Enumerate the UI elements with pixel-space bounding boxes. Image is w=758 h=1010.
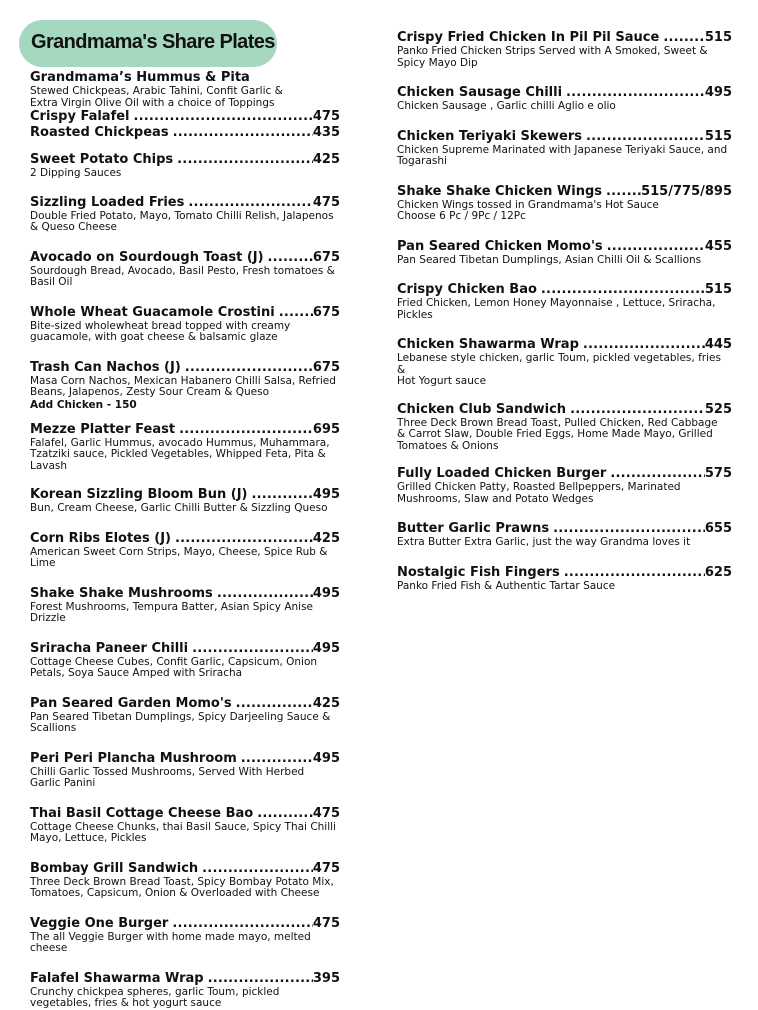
menu-item-description bbox=[30, 168, 340, 180]
menu-item-name: Sweet Potato Chips bbox=[30, 152, 174, 167]
description-line: Extra Virgin Olive Oil with a choice of Toppings bbox=[30, 96, 275, 109]
menu-item-heading bbox=[397, 282, 732, 298]
right-menu-column bbox=[397, 30, 732, 592]
menu-item-description bbox=[30, 266, 340, 289]
menu-item-heading bbox=[30, 751, 340, 767]
menu-item-price: 695 bbox=[312, 421, 340, 437]
menu-item-price: 455 bbox=[704, 238, 732, 254]
menu-item bbox=[397, 402, 732, 453]
menu-item-price: 475 bbox=[312, 194, 340, 210]
dot-leader bbox=[173, 125, 313, 141]
menu-item-price: 515 bbox=[704, 282, 732, 297]
menu-item-description bbox=[397, 418, 732, 453]
menu-item-name: Bombay Grill Sandwich bbox=[30, 860, 199, 876]
description-line: cheese bbox=[30, 942, 68, 954]
description-line: Basil Oil bbox=[30, 276, 73, 288]
menu-item-description bbox=[397, 353, 732, 388]
menu-item-name: Butter Garlic Prawns bbox=[397, 521, 550, 536]
menu-item-heading bbox=[30, 152, 340, 168]
dot-leader bbox=[541, 282, 705, 298]
menu-item-description bbox=[30, 503, 340, 515]
description-line: Pan Seared Tibetan Dumplings, Spicy Darjeeling Sauce & bbox=[30, 710, 331, 723]
menu-item-price: 515 bbox=[704, 128, 732, 144]
menu-item-price: 475 bbox=[312, 805, 340, 821]
menu-item-description bbox=[397, 101, 732, 113]
left-menu-column bbox=[30, 70, 340, 1010]
menu-item-name: Pan Seared Chicken Momo's bbox=[397, 238, 603, 254]
menu-item-name: Shake Shake Mushrooms bbox=[30, 585, 213, 601]
dot-leader bbox=[217, 586, 313, 602]
description-line: Masa Corn Nachos, Mexican Habanero Chilli Salsa, Refried bbox=[30, 374, 336, 387]
menu-item-price: 425 bbox=[312, 695, 340, 711]
dot-leader bbox=[251, 487, 312, 503]
menu-item bbox=[30, 916, 340, 955]
menu-item-heading bbox=[30, 641, 340, 657]
description-line: Chilli Garlic Tossed Mushrooms, Served With Herbed bbox=[30, 765, 305, 778]
description-line: Tzatziki sauce, Pickled Vegetables, Whipped Feta, Pita & bbox=[30, 448, 326, 460]
description-line: Panko Fried Fish & Authentic Tartar Sauce bbox=[397, 579, 616, 592]
menu-item-heading bbox=[397, 565, 732, 581]
menu-item-description bbox=[30, 987, 340, 1010]
menu-item-description bbox=[30, 211, 340, 234]
menu-item bbox=[30, 751, 340, 790]
menu-item bbox=[30, 971, 340, 1010]
description-line: Chicken Supreme Marinated with Japanese Teriyaki Sauce, and bbox=[397, 143, 728, 156]
menu-item bbox=[397, 521, 732, 549]
description-line: Bun, Cream Cheese, Garlic Chilli Butter & Sizzling Queso bbox=[30, 502, 328, 514]
description-line: Three Deck Brown Bread Toast, Pulled Chicken, Red Cabbage bbox=[397, 416, 718, 429]
menu-item-name: Chicken Teriyaki Skewers bbox=[397, 128, 583, 144]
description-line: Crunchy chickpea spheres, garlic Toum, pickled bbox=[30, 985, 280, 998]
section-title: Grandmama's Share Plates bbox=[31, 31, 275, 53]
menu-item bbox=[30, 806, 340, 845]
menu-item-description bbox=[397, 482, 732, 505]
menu-item-description bbox=[30, 657, 340, 680]
menu-item-description bbox=[397, 537, 732, 549]
dot-leader bbox=[202, 861, 313, 877]
description-line: Chicken Sausage , Garlic chilli Aglio e olio bbox=[397, 100, 616, 112]
menu-item-price: 515 bbox=[704, 30, 732, 45]
menu-item-heading bbox=[30, 109, 340, 125]
description-line: Chicken Wings tossed in Grandmama's Hot Sauce bbox=[397, 198, 659, 211]
menu-item-heading bbox=[30, 487, 340, 503]
menu-item bbox=[397, 239, 732, 267]
menu-item bbox=[30, 422, 340, 473]
menu-item bbox=[30, 696, 340, 735]
menu-item bbox=[30, 125, 340, 141]
menu-item-description bbox=[30, 438, 340, 473]
description-line: Tomatoes, Capsicum, Onion & Overloaded with Cheese bbox=[30, 887, 320, 899]
menu-item-name: Pan Seared Garden Momo's bbox=[30, 695, 232, 711]
menu-item-heading bbox=[30, 125, 340, 141]
menu-item-heading bbox=[397, 30, 732, 46]
menu-item bbox=[30, 487, 340, 515]
menu-item-price: 435 bbox=[312, 125, 340, 140]
menu-item-name: Sriracha Paneer Chilli bbox=[30, 640, 189, 656]
description-line: Mayo, Lettuce, Pickles bbox=[30, 832, 147, 844]
description-line: Lime bbox=[30, 557, 56, 569]
dot-leader bbox=[236, 696, 313, 712]
menu-item bbox=[30, 305, 340, 344]
menu-item-heading bbox=[397, 239, 732, 255]
menu-item-name: Chicken Shawarma Wrap bbox=[397, 337, 579, 352]
dot-leader bbox=[583, 337, 705, 353]
menu-item-description bbox=[30, 321, 340, 344]
menu-item-name: Crispy Falafel bbox=[30, 109, 130, 124]
menu-item bbox=[30, 641, 340, 680]
menu-item-heading bbox=[30, 422, 340, 438]
menu-item-name: Corn Ribs Elotes (J) bbox=[30, 530, 171, 546]
menu-item-heading bbox=[397, 402, 732, 418]
menu-item-price: 495 bbox=[312, 750, 340, 766]
menu-item-name: Shake Shake Chicken Wings bbox=[397, 183, 603, 199]
menu-item-name: Chicken Sausage Chilli bbox=[397, 85, 563, 100]
dot-leader bbox=[564, 565, 705, 581]
description-line: Hot Yogurt sauce bbox=[397, 375, 487, 387]
menu-item-heading bbox=[30, 861, 340, 877]
menu-item-price: 445 bbox=[704, 337, 732, 352]
menu-item-name: Korean Sizzling Bloom Bun (J) bbox=[30, 487, 248, 502]
dot-leader bbox=[606, 184, 641, 200]
description-line: Bite-sized wholewheat bread topped with creamy bbox=[30, 319, 291, 332]
menu-item-price: 475 bbox=[312, 109, 340, 124]
menu-item-description bbox=[397, 200, 732, 223]
menu-item-heading bbox=[30, 305, 340, 321]
menu-item bbox=[30, 861, 340, 900]
menu-item-description bbox=[30, 712, 340, 735]
menu-item-price: 625 bbox=[704, 564, 732, 580]
description-line: Falafel, Garlic Hummus, avocado Hummus, Muhammara, bbox=[30, 436, 330, 449]
description-line: vegetables, fries & hot yogurt sauce bbox=[30, 997, 222, 1009]
menu-item-name: Crispy Fried Chicken In Pil Pil Sauce bbox=[397, 30, 660, 45]
menu-item-name: Nostalgic Fish Fingers bbox=[397, 564, 560, 580]
menu-item-name: Roasted Chickpeas bbox=[30, 125, 169, 140]
menu-item-price: 515/775/895 bbox=[641, 183, 732, 199]
menu-item-heading bbox=[30, 195, 340, 211]
dot-leader bbox=[663, 30, 705, 46]
menu-item bbox=[397, 184, 732, 223]
menu-item bbox=[30, 195, 340, 234]
dot-leader bbox=[570, 402, 705, 418]
description-line: Fried Chicken, Lemon Honey Mayonnaise , Lettuce, Sriracha, bbox=[397, 297, 716, 309]
menu-item bbox=[30, 531, 340, 570]
menu-item-heading bbox=[397, 466, 732, 482]
description-line: Stewed Chickpeas, Arabic Tahini, Confit Garlic & bbox=[30, 85, 283, 97]
description-line: Choose 6 Pc / 9Pc / 12Pc bbox=[397, 210, 526, 222]
menu-item-heading bbox=[397, 521, 732, 537]
menu-item-heading bbox=[30, 250, 340, 266]
menu-item-heading bbox=[30, 586, 340, 602]
description-line: Extra Butter Extra Garlic, just the way Grandma loves it bbox=[397, 536, 691, 548]
menu-item-description bbox=[30, 767, 340, 790]
dot-leader bbox=[607, 239, 705, 255]
menu-item-heading bbox=[397, 184, 732, 200]
description-line: guacamole, with goat cheese & balsamic glaze bbox=[30, 331, 278, 343]
menu-item-price: 495 bbox=[312, 640, 340, 656]
menu-item-name: Mezze Platter Feast bbox=[30, 421, 176, 437]
dot-leader bbox=[241, 751, 313, 767]
menu-item-description bbox=[30, 602, 340, 625]
dot-leader bbox=[179, 422, 313, 438]
dot-leader bbox=[134, 109, 313, 125]
description-line: & Queso Cheese bbox=[30, 221, 117, 233]
menu-item-price: 475 bbox=[312, 860, 340, 876]
menu-item-description bbox=[397, 298, 732, 321]
menu-item-description bbox=[30, 86, 340, 109]
dot-leader bbox=[553, 521, 705, 537]
section-title-badge bbox=[19, 20, 277, 67]
menu-item-heading bbox=[30, 360, 340, 376]
menu-item-heading bbox=[30, 70, 340, 86]
description-line: Pickles bbox=[397, 308, 433, 321]
description-line: Tomatoes & Onions bbox=[397, 439, 499, 452]
menu-item-description bbox=[30, 932, 340, 955]
dot-leader bbox=[257, 806, 313, 822]
menu-item-heading bbox=[30, 696, 340, 712]
description-line: Lebanese style chicken, garlic Toum, pickled vegetables, fries & bbox=[397, 352, 721, 376]
description-line: Panko Fried Chicken Strips Served with A Smoked, Sweet & bbox=[397, 45, 708, 57]
dot-leader bbox=[175, 531, 313, 547]
menu-item bbox=[30, 152, 340, 180]
dot-leader bbox=[192, 641, 313, 657]
menu-item-price: 675 bbox=[312, 359, 340, 375]
menu-item-heading bbox=[30, 971, 340, 987]
description-line: The all Veggie Burger with home made mayo, melted bbox=[30, 930, 311, 943]
menu-item-price: 525 bbox=[704, 401, 732, 417]
menu-item-price: 575 bbox=[704, 466, 732, 481]
menu-item bbox=[397, 282, 732, 321]
menu-item-heading bbox=[397, 129, 732, 145]
description-line: Three Deck Brown Bread Toast, Spicy Bombay Potato Mix, bbox=[30, 875, 334, 888]
menu-item-heading bbox=[30, 806, 340, 822]
dot-leader bbox=[279, 305, 313, 321]
menu-item-heading bbox=[397, 85, 732, 101]
menu-item bbox=[397, 129, 732, 168]
menu-item-price: 495 bbox=[312, 487, 340, 502]
menu-item-heading bbox=[397, 337, 732, 353]
menu-item-description bbox=[397, 581, 732, 593]
dot-leader bbox=[188, 195, 312, 211]
menu-item-price: 475 bbox=[312, 915, 340, 931]
description-line: & Carrot Slaw, Double Fried Eggs, Home Made Mayo, Grilled bbox=[397, 428, 713, 440]
menu-item-name: Veggie One Burger bbox=[30, 915, 169, 931]
menu-item-name: Chicken Club Sandwich bbox=[397, 401, 567, 417]
menu-item-price: 675 bbox=[312, 249, 340, 265]
description-line: Cottage Cheese Cubes, Confit Garlic, Capsicum, Onion bbox=[30, 655, 318, 668]
menu-item-name: Fully Loaded Chicken Burger bbox=[397, 466, 607, 481]
menu-item bbox=[30, 360, 340, 411]
menu-item bbox=[30, 109, 340, 125]
description-line: Sourdough Bread, Avocado, Basil Pesto, Fresh tomatoes & bbox=[30, 264, 335, 277]
menu-item-description bbox=[30, 376, 340, 399]
description-line: Cottage Cheese Chunks, thai Basil Sauce, Spicy Thai Chilli bbox=[30, 820, 336, 833]
menu-item-price: 675 bbox=[312, 304, 340, 320]
menu-item-name: Trash Can Nachos (J) bbox=[30, 359, 181, 375]
menu-item-name: Peri Peri Plancha Mushroom bbox=[30, 750, 237, 766]
menu-item bbox=[30, 70, 340, 109]
description-line: Petals, Soya Sauce Amped with Sriracha bbox=[30, 667, 243, 679]
menu-item-name: Falafel Shawarma Wrap bbox=[30, 970, 204, 986]
menu-item-price: 425 bbox=[312, 152, 340, 167]
menu-item-price: 655 bbox=[704, 521, 732, 536]
menu-item-description bbox=[397, 145, 732, 168]
description-line: Beans, Jalapenos, Zesty Sour Cream & Queso bbox=[30, 386, 269, 398]
description-line: Pan Seared Tibetan Dumplings, Asian Chilli Oil & Scallions bbox=[397, 253, 702, 266]
menu-item-description bbox=[397, 46, 732, 69]
menu-item-addon: Add Chicken - 150 bbox=[30, 398, 137, 411]
description-line: Forest Mushrooms, Tempura Batter, Asian Spicy Anise bbox=[30, 600, 314, 613]
menu-item-heading bbox=[30, 916, 340, 932]
description-line: 2 Dipping Sauces bbox=[30, 167, 122, 179]
menu-item-description bbox=[30, 877, 340, 900]
menu-item-price: 425 bbox=[312, 530, 340, 546]
description-line: Lavash bbox=[30, 459, 68, 472]
menu-item-price: 495 bbox=[312, 585, 340, 601]
description-line: Garlic Panini bbox=[30, 777, 96, 789]
menu-item bbox=[397, 565, 732, 593]
menu-item bbox=[397, 85, 732, 113]
dot-leader bbox=[586, 129, 705, 145]
description-line: Mushrooms, Slaw and Potato Wedges bbox=[397, 492, 594, 505]
description-line: Grilled Chicken Patty, Roasted Bellpeppers, Marinated bbox=[397, 481, 681, 493]
description-line: Double Fried Potato, Mayo, Tomato Chilli Relish, Jalapenos bbox=[30, 209, 334, 222]
dot-leader bbox=[566, 85, 705, 101]
menu-item-name: Thai Basil Cottage Cheese Bao bbox=[30, 805, 254, 821]
menu-item-name: Grandmama’s Hummus & Pita bbox=[30, 70, 250, 85]
description-line: Drizzle bbox=[30, 612, 66, 624]
dot-leader bbox=[610, 466, 705, 482]
menu-item-heading bbox=[30, 531, 340, 547]
menu-item-description bbox=[397, 255, 732, 267]
menu-item-name: Avocado on Sourdough Toast (J) bbox=[30, 249, 264, 265]
menu-item-description bbox=[30, 547, 340, 570]
dot-leader bbox=[185, 360, 313, 376]
dot-leader bbox=[208, 971, 313, 987]
menu-item bbox=[397, 466, 732, 505]
description-line: Togarashi bbox=[397, 155, 447, 167]
menu-item bbox=[30, 250, 340, 289]
menu-item bbox=[397, 30, 732, 69]
description-line: American Sweet Corn Strips, Mayo, Cheese, Spice Rub & bbox=[30, 545, 328, 558]
description-line: Scallions bbox=[30, 722, 77, 734]
menu-item-price: 495 bbox=[704, 85, 732, 100]
menu-item bbox=[397, 337, 732, 388]
dot-leader bbox=[172, 916, 313, 932]
menu-item-name: Whole Wheat Guacamole Crostini bbox=[30, 304, 275, 320]
menu-item-name: Sizzling Loaded Fries bbox=[30, 194, 185, 210]
menu-item-name: Crispy Chicken Bao bbox=[397, 282, 537, 297]
menu-item bbox=[30, 586, 340, 625]
dot-leader bbox=[268, 250, 313, 266]
menu-item-description bbox=[30, 822, 340, 845]
dot-leader bbox=[177, 152, 313, 168]
description-line: Spicy Mayo Dip bbox=[397, 56, 478, 69]
menu-item-price: 395 bbox=[312, 970, 340, 986]
